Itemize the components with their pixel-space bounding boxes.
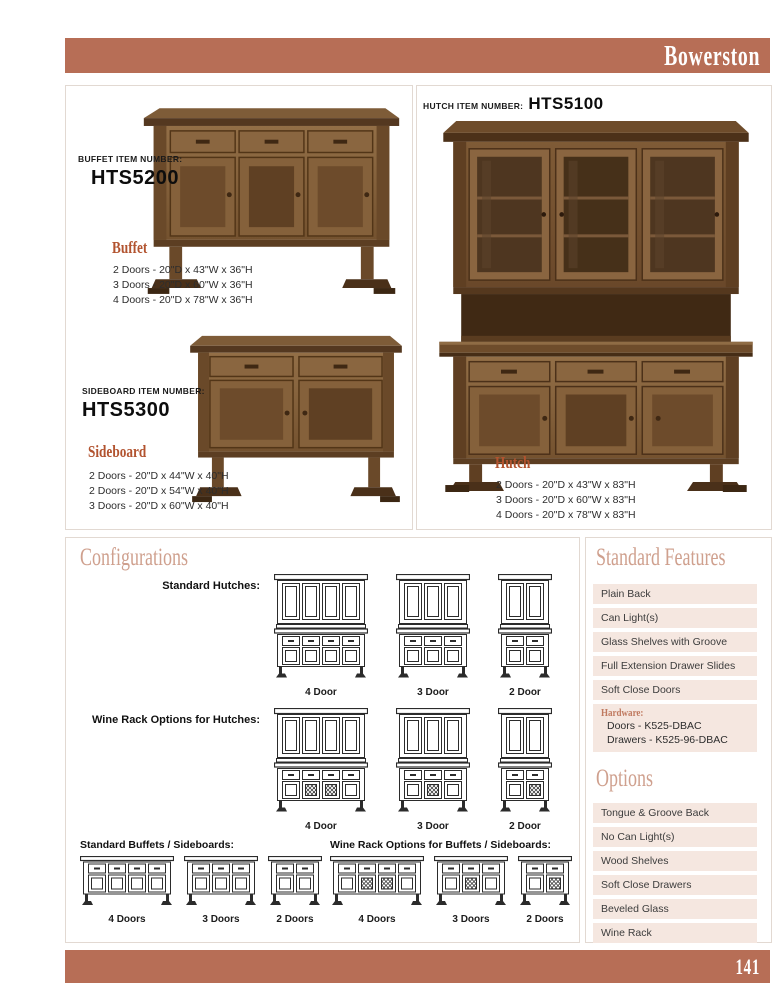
options-heading: Options — [596, 765, 654, 792]
page-number: 141 — [735, 954, 760, 979]
spec-line: 2 Doors - 20"D x 43"W x 36"H — [113, 264, 253, 276]
sideboard-specs — [89, 469, 229, 514]
spec-line: 3 Doors - 20"D x 60"W x 40"H — [89, 500, 229, 512]
configurations-heading: Configurations — [80, 544, 188, 571]
features-options-panel — [585, 537, 772, 943]
hutch-item-number: HTS5100 — [528, 94, 604, 113]
option-item: Beveled Glass — [593, 899, 757, 919]
option-item: Soft Close Drawers — [593, 875, 757, 895]
buffet-diagram-3-door — [434, 856, 508, 925]
hutch-diagram-2-door — [498, 708, 552, 832]
diagram-label: 3 Doors — [202, 914, 240, 925]
wine-rack-buffets-group — [330, 839, 572, 925]
feature-item: Full Extension Drawer Slides — [593, 656, 757, 676]
hutch-diagram-4-door — [274, 574, 368, 698]
hardware-line: Doors - K525-DBAC — [607, 720, 702, 732]
buffet-heading: Buffet — [112, 238, 148, 257]
sideboard-item-label: SIDEBOARD ITEM NUMBER: — [82, 386, 205, 396]
standard-buffets-label: Standard Buffets / Sideboards: — [80, 839, 235, 851]
diagram-label: 2 Doors — [276, 914, 314, 925]
buffet-sideboard-panel — [65, 85, 413, 530]
sideboard-item-number: HTS5300 — [82, 399, 170, 421]
standard-hutches-label: Standard Hutches: — [162, 580, 260, 592]
hutch-panel — [416, 85, 772, 530]
feature-item: Can Light(s) — [593, 608, 757, 628]
spec-line: 4 Doors - 20"D x 78"W x 36"H — [113, 294, 253, 306]
standard-features-list — [593, 584, 757, 700]
standard-features-heading: Standard Features — [596, 544, 726, 571]
buffet-diagram-2-door — [518, 856, 572, 925]
diagram-label: 2 Doors — [526, 914, 564, 925]
hutch-diagram-2-door — [498, 574, 552, 698]
spec-line: 3 Doors - 20"D x 60"W x 36"H — [113, 279, 253, 291]
option-item: Wood Shelves — [593, 851, 757, 871]
hutch-heading: Hutch — [495, 453, 531, 472]
configurations-panel — [65, 537, 580, 943]
buffet-id-block — [78, 154, 182, 190]
wine-rack-hutches-label: Wine Rack Options for Hutches: — [92, 714, 260, 726]
spec-line: 4 Doors - 20"D x 78"W x 83"H — [496, 509, 636, 521]
hutch-specs — [496, 478, 636, 523]
buffet-diagram-2-door — [268, 856, 322, 925]
hutch-diagram-3-door — [396, 574, 470, 698]
buffet-item-label: BUFFET ITEM NUMBER: — [78, 154, 183, 164]
hardware-label: Hardware: — [601, 707, 644, 719]
spec-line: 3 Doors - 20"D x 60"W x 83"H — [496, 494, 636, 506]
sideboard-id-block — [82, 386, 205, 422]
buffet-item-number: HTS5200 — [91, 167, 179, 189]
feature-item: Plain Back — [593, 584, 757, 604]
hutch-diagram-4-door — [274, 708, 368, 832]
diagram-label: 3 Doors — [452, 914, 490, 925]
option-item: No Can Light(s) — [593, 827, 757, 847]
footer-bar — [65, 950, 770, 983]
buffet-diagram-3-door — [184, 856, 258, 925]
standard-buffets-group — [80, 839, 322, 925]
standard-hutches-row — [72, 574, 552, 698]
diagram-label: 4 Doors — [108, 914, 146, 925]
header-bar — [65, 38, 770, 73]
hardware-block — [593, 704, 757, 752]
options-list — [593, 803, 757, 943]
option-item: Tongue & Groove Back — [593, 803, 757, 823]
spec-line: 2 Doors - 20"D x 54"W x 40"H — [89, 485, 229, 497]
wine-rack-hutches-row — [72, 708, 552, 832]
sideboard-heading: Sideboard — [88, 442, 147, 461]
spec-line: 2 Doors - 20"D x 43"W x 83"H — [496, 479, 636, 491]
feature-item: Soft Close Doors — [593, 680, 757, 700]
buffet-specs — [113, 263, 253, 308]
buffet-diagram-4-door — [80, 856, 174, 925]
feature-item: Glass Shelves with Groove — [593, 632, 757, 652]
hutch-photo — [429, 111, 763, 497]
hutch-diagram-3-door — [396, 708, 470, 832]
diagram-label: 4 Doors — [358, 914, 396, 925]
wine-rack-buffets-label: Wine Rack Options for Buffets / Sideboards: — [330, 839, 552, 851]
diagram-label: 3 Door — [417, 821, 449, 832]
spec-line: 2 Doors - 20"D x 44"W x 40"H — [89, 470, 229, 482]
buffet-diagram-4-door — [330, 856, 424, 925]
hardware-lines — [601, 719, 751, 747]
diagram-label: 3 Door — [417, 687, 449, 698]
hardware-line: Drawers - K525-96-DBAC — [607, 734, 728, 746]
diagram-label: 4 Door — [305, 687, 337, 698]
diagram-label: 2 Door — [509, 687, 541, 698]
option-item: Wine Rack — [593, 923, 757, 943]
diagram-label: 4 Door — [305, 821, 337, 832]
collection-title: Bowerston — [664, 40, 760, 72]
diagram-label: 2 Door — [509, 821, 541, 832]
hutch-item-label: HUTCH ITEM NUMBER: — [423, 101, 524, 111]
